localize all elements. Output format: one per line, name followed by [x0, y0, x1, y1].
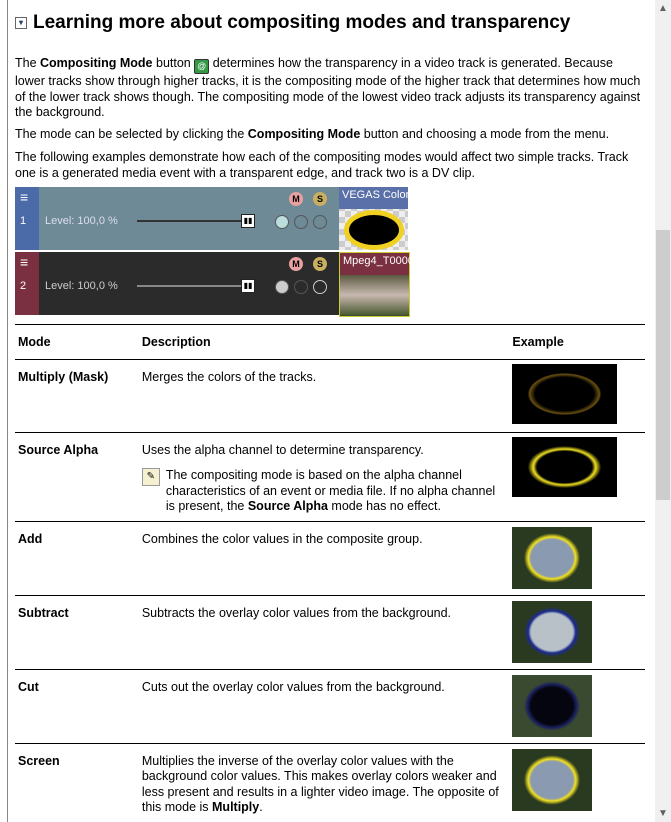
clip-title: VEGAS Color Gradient [339, 187, 408, 209]
collapse-icon[interactable]: ▾ [15, 17, 27, 29]
clip-title: Mpeg4_T0000 [340, 253, 409, 275]
scroll-up-icon[interactable]: ▲ [658, 3, 668, 14]
child-icon [313, 280, 327, 294]
table-row: Subtract Subtracts the overlay color values from the background. [15, 595, 645, 669]
parent-icon [294, 280, 308, 294]
track-1-color: ≡ 1 [15, 187, 39, 250]
clip-thumb [349, 215, 399, 245]
child-icon [313, 215, 327, 229]
composite-mode-icon [275, 215, 289, 229]
header-description: Description [139, 325, 510, 360]
paragraph-3: The following examples demonstrate how each of the compositing modes would affect two simple tracks. Track one is a generated media event with a transparent edge, and track two is a DV clip. [15, 150, 629, 180]
mute-icon: M [289, 192, 303, 206]
heading-text: Learning more about compositing modes and transparency [33, 12, 571, 33]
level-label: Level: 100,0 % [45, 215, 118, 227]
table-row: Source Alpha Uses the alpha channel to determine transparency. ✎ The compositing mode is based on the alpha channel characteristics of an event or media file. If no alpha channel is present, the Source Alpha mode has no effect. [15, 432, 645, 521]
example-image [512, 675, 592, 737]
header-mode: Mode [15, 325, 139, 360]
track-screenshot [15, 187, 455, 317]
scroll-down-icon[interactable]: ▼ [658, 808, 668, 819]
scrollbar-thumb[interactable] [656, 230, 670, 500]
clip-thumb [340, 275, 409, 315]
mute-icon: M [289, 257, 303, 271]
header-example: Example [509, 325, 645, 360]
table-row: Screen Multiplies the inverse of the overlay color values with the background color values. This makes overlay colors weaker and less present and results in a lighter video image. The opposite of this mode is Multiply. [15, 743, 645, 822]
composite-mode-icon [275, 280, 289, 294]
example-image [512, 437, 617, 497]
menu-icon: ≡ [20, 254, 29, 270]
example-image [512, 364, 617, 424]
left-border [7, 0, 8, 822]
menu-icon: ≡ [20, 189, 29, 205]
section-heading[interactable] [15, 12, 570, 34]
paragraph-1: The Compositing Mode button @ determines how the transparency in a video track is generated. Because lower tracks show through higher tracks, it is the compositing mode of the higher track that determines how much of the lower track shows though. The compositing mode of the lowest video track adjusts its transparency against the background. [15, 56, 641, 119]
table-row: Cut Cuts out the overlay color values from the background. [15, 669, 645, 743]
level-slider [137, 285, 245, 287]
modes-table [15, 324, 645, 822]
note-icon: ✎ [142, 468, 160, 486]
paragraph-2: The mode can be selected by clicking the Compositing Mode button and choosing a mode from the menu. [15, 127, 610, 141]
table-row: Add Combines the color values in the composite group. [15, 521, 645, 595]
compositing-mode-icon: @ [194, 59, 209, 74]
slider-knob: ▮▮ [241, 279, 255, 293]
note: ✎ The compositing mode is based on the alpha channel characteristics of an event or media file. If no alpha channel is present, the Source Alpha mode has no effect. [142, 468, 507, 515]
example-image [512, 527, 592, 589]
level-label: Level: 100,0 % [45, 280, 118, 292]
solo-icon: S [313, 192, 327, 206]
track-2: ≡ 2 Level: 100,0 % ▮▮ M S Mpeg4_T0000 [15, 252, 408, 315]
vertical-scrollbar[interactable] [655, 0, 671, 822]
track-1 [15, 187, 455, 250]
example-image [512, 749, 592, 811]
level-slider [137, 220, 245, 222]
example-image [512, 601, 592, 663]
slider-knob: ▮▮ [241, 214, 255, 228]
table-row: Multiply (Mask) Merges the colors of the tracks. [15, 359, 645, 432]
solo-icon: S [313, 257, 327, 271]
parent-icon [294, 215, 308, 229]
